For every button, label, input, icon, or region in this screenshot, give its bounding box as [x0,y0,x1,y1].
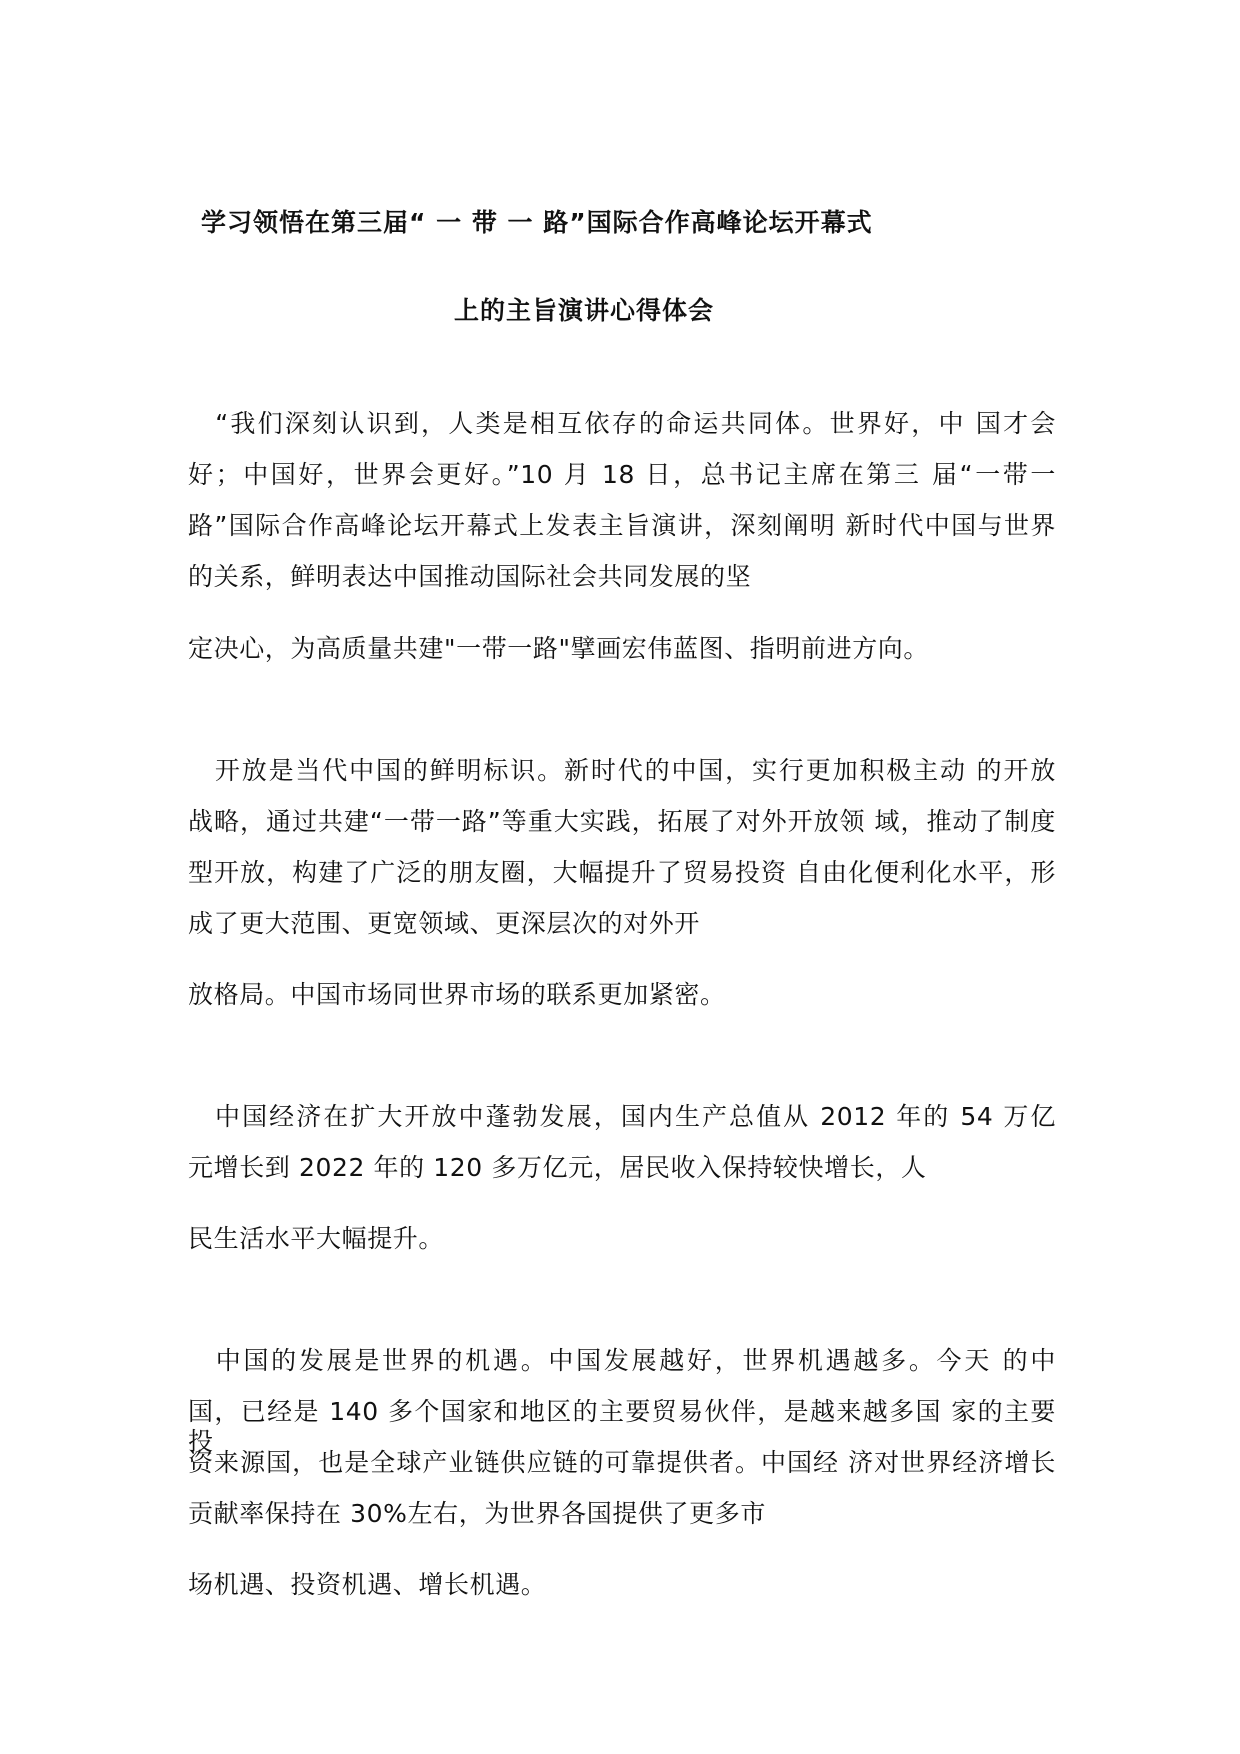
paragraph-2-line-3: 型开放，构建了广泛的朋友圈，大幅提升了贸易投资 自由化便利化水平，形 [188,858,1056,887]
paragraph-1-line-2: 好；中国好，世界会更好。”10 月 18 日，总书记主席在第三 届“一带一 [188,460,1056,489]
paragraph-2-line-4: 成了更大范围、更宽领域、更深层次的对外开 [188,909,701,938]
paragraph-4-line-5: 场机遇、投资机遇、增长机遇。 [188,1570,547,1599]
title-line-1: 学习领悟在第三届“ 一 带 一 路”国际合作高峰论坛开幕式 [201,208,873,237]
paragraph-4-line-1: 中国的发展是世界的机遇。中国发展越好，世界机遇越多。今天 的中 [188,1346,1056,1375]
paragraph-3-line-2: 元增长到 2022 年的 120 多万亿元，居民收入保持较快增长，人 [188,1153,927,1182]
paragraph-4-line-3: 资来源国，也是全球产业链供应链的可靠提供者。中国经 济对世界经济增长 [188,1448,1056,1477]
paragraph-3-line-1: 中国经济在扩大开放中蓬勃发展，国内生产总值从 2012 年的 54 万亿 [188,1102,1056,1131]
paragraph-2-line-2: 战略，通过共建“一带一路”等重大实践，拓展了对外开放领 域，推动了制度 [188,807,1056,836]
paragraph-4-line-4: 贡献率保持在 30%左右，为世界各国提供了更多市 [188,1499,766,1528]
paragraph-4-line-2: 国，已经是 140 多个国家和地区的主要贸易伙伴，是越来越多国 家的主要投 [188,1397,1056,1456]
paragraph-1-line-4: 的关系，鲜明表达中国推动国际社会共同发展的坚 [188,562,752,591]
paragraph-3-line-3: 民生活水平大幅提升。 [188,1224,445,1253]
paragraph-1-line-1: “我们深刻认识到，人类是相互依存的命运共同体。世界好，中 国才会 [188,409,1056,438]
paragraph-1-line-5: 定决心，为高质量共建"一带一路"擘画宏伟蓝图、指明前进方向。 [188,634,930,663]
title-line-2: 上的主旨演讲心得体会 [454,296,715,325]
paragraph-1-line-3: 路”国际合作高峰论坛开幕式上发表主旨演讲，深刻阐明 新时代中国与世界 [188,511,1056,540]
paragraph-2-line-5: 放格局。中国市场同世界市场的联系更加紧密。 [188,980,726,1009]
paragraph-2-line-1: 开放是当代中国的鲜明标识。新时代的中国，实行更加积极主动 的开放 [188,756,1056,785]
